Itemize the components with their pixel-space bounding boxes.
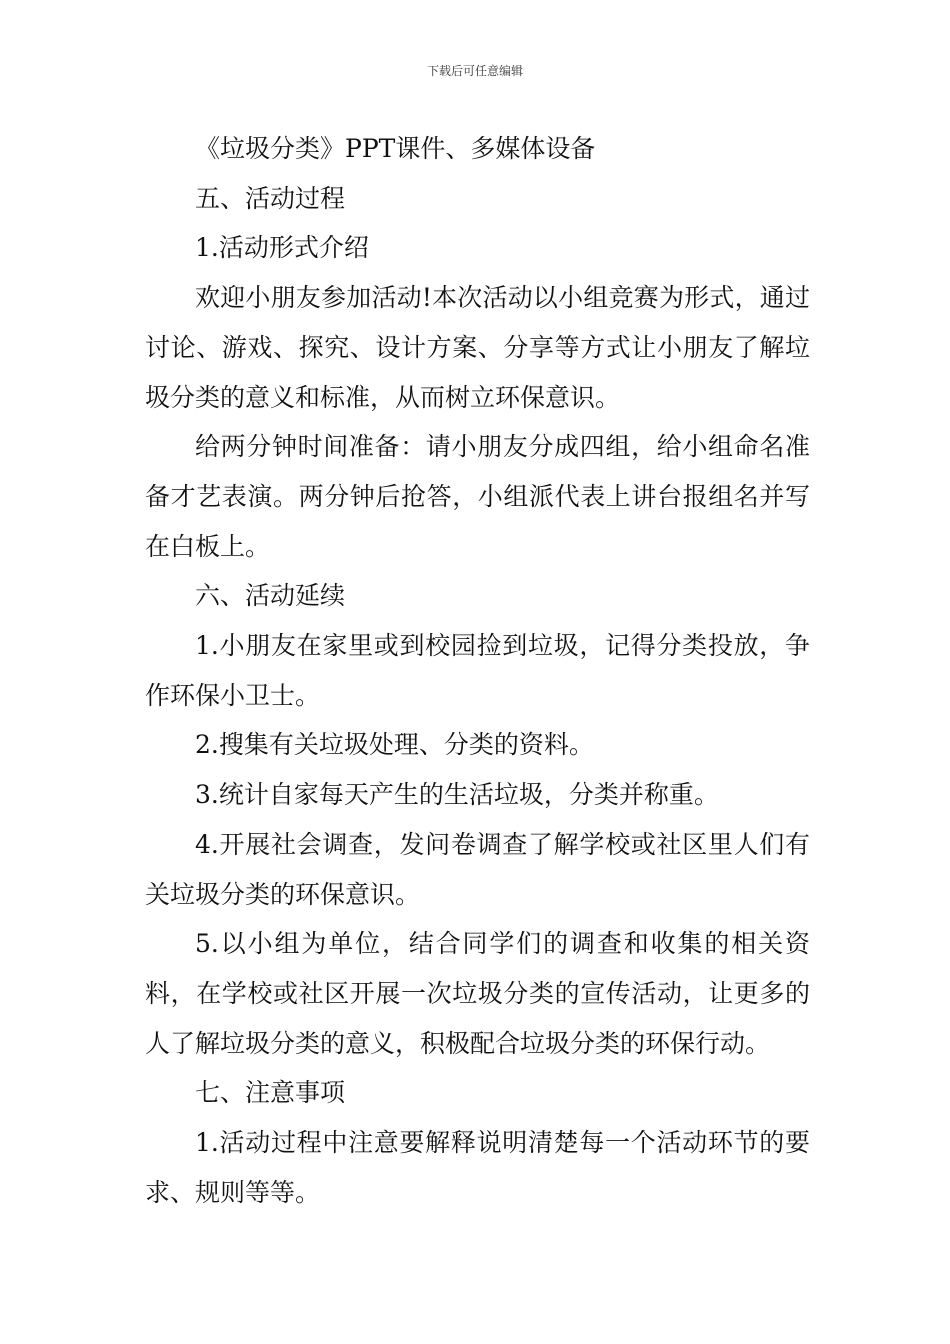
paragraph-preparation: 给两分钟时间准备：请小朋友分成四组，给小组命名准备才艺表演。两分钟后抢答，小组派代表上讲台报组名并写在白板上。 xyxy=(145,432,810,561)
list-item-2: 2.搜集有关垃圾处理、分类的资料。 xyxy=(195,730,594,760)
document-body xyxy=(145,124,810,1217)
list-item-4: 4.开展社会调查，发问卷调查了解学校或社区里人们有关垃圾分类的环保意识。 xyxy=(145,829,810,909)
notes-item-1: 1.活动过程中注意要解释说明清楚每一个活动环节的要求、规则等等。 xyxy=(145,1128,810,1207)
paragraph-welcome: 欢迎小朋友参加活动!本次活动以小组竞赛为形式，通过讨论、游戏、探究、设计方案、分享等方式让小朋友了解垃圾分类的意义和标准，从而树立环保意识。 xyxy=(145,283,810,412)
section-heading-activity-extension: 六、活动延续 xyxy=(195,581,346,611)
paragraph-materials: 《垃圾分类》PPT课件、多媒体设备 xyxy=(195,134,596,163)
page-header: 下载后可任意编辑 xyxy=(426,64,523,78)
list-item-1: 1.小朋友在家里或到校园捡到垃圾，记得分类投放，争作环保小卫士。 xyxy=(145,631,810,710)
list-item-3: 3.统计自家每天产生的生活垃圾，分类并称重。 xyxy=(195,780,719,810)
section-heading-notes: 七、注意事项 xyxy=(195,1078,346,1108)
list-item-5: 5.以小组为单位，结合同学们的调查和收集的相关资料，在学校或社区开展一次垃圾分类的宣传活动，让更多的人了解垃圾分类的意义，积极配合垃圾分类的环保行动。 xyxy=(145,929,810,1058)
subheading-activity-format: 1.活动形式介绍 xyxy=(195,233,369,263)
section-heading-activity-process: 五、活动过程 xyxy=(195,183,346,213)
